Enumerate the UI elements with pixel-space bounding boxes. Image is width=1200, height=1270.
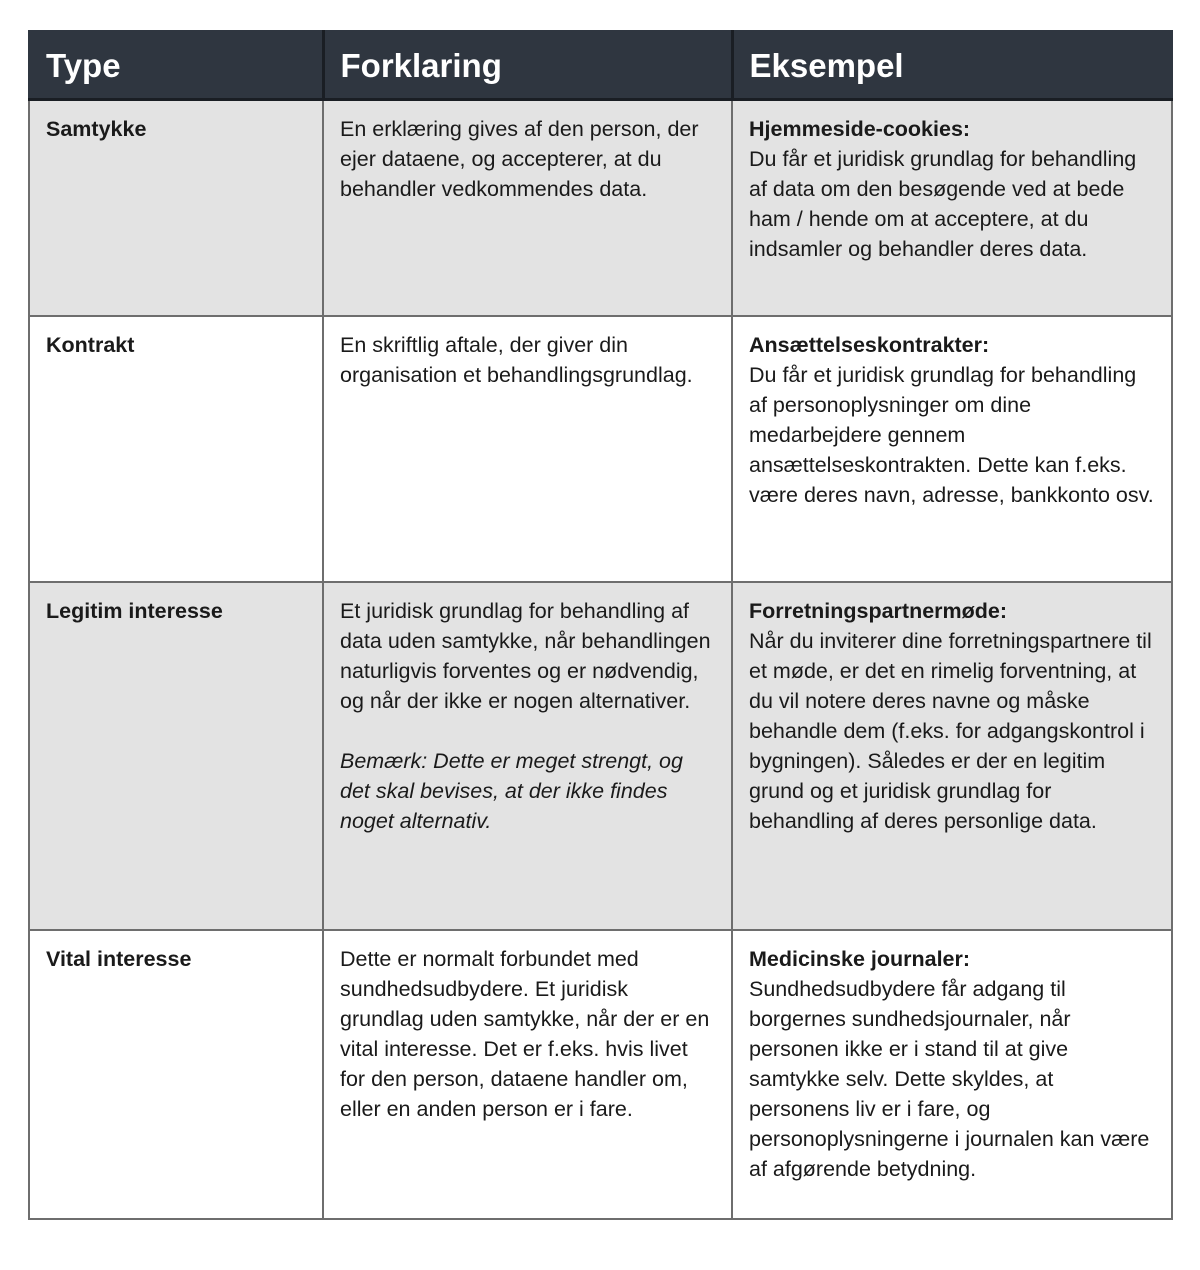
example-text: Du får et juridisk grundlag for behandling af data om den besøgende ved at bede ham / hende om at acceptere, at du indsamler og behandler deres data. bbox=[749, 147, 1137, 261]
explanation-text: Dette er normalt forbundet med sundhedsudbydere. Et juridisk grundlag uden samtykke, når der er en vital interesse. Det er f.eks. hvis livet for den person, dataene handler om, eller en anden person er i fare. bbox=[340, 946, 710, 1121]
explanation-text: En skriftlig aftale, der giver din organisation et behandlingsgrundlag. bbox=[340, 332, 693, 387]
table-row-kontrakt bbox=[29, 316, 1172, 582]
table-header-row bbox=[29, 31, 1172, 100]
example-title: Ansættelseskontrakter: bbox=[749, 332, 990, 357]
header-example: Eksempel bbox=[732, 31, 1172, 100]
type-cell: Legitim interesse bbox=[29, 582, 323, 930]
explanation-text: En erklæring gives af den person, der ejer dataene, og accepterer, at du behandler vedkommendes data. bbox=[340, 117, 699, 201]
explanation-note: Bemærk: Dette er meget strengt, og det skal bevises, at der ikke findes noget alternativ. bbox=[340, 748, 683, 833]
explanation-cell bbox=[323, 316, 732, 582]
legal-basis-table bbox=[28, 30, 1173, 1220]
type-cell: Samtykke bbox=[29, 100, 323, 316]
table-row-vital-interesse bbox=[29, 930, 1172, 1219]
explanation-cell bbox=[323, 582, 732, 930]
example-cell bbox=[732, 100, 1172, 316]
table-row-samtykke bbox=[29, 100, 1172, 316]
type-cell: Kontrakt bbox=[29, 316, 323, 582]
example-cell bbox=[732, 582, 1172, 930]
example-text: Sundhedsudbydere får adgang til borgernes sundhedsjournaler, når personen ikke er i stand til at give samtykke selv. Dette skyldes, at personens liv er i fare, og personoplysningerne i journalen kan være af afgørende betydning. bbox=[749, 976, 1150, 1181]
header-explanation: Forklaring bbox=[323, 31, 732, 100]
explanation-cell bbox=[323, 100, 732, 316]
example-title: Medicinske journaler: bbox=[749, 946, 971, 971]
table-row-legitim-interesse bbox=[29, 582, 1172, 930]
example-cell bbox=[732, 316, 1172, 582]
example-title: Forretningspartnermøde: bbox=[749, 598, 1008, 623]
example-cell bbox=[732, 930, 1172, 1219]
example-text: Når du inviterer dine forretningspartnere til et møde, er det en rimelig forventning, at du vil notere deres navne og måske behandle dem (f.eks. for adgangskontrol i bygningen). Således er der en legitim grund og et juridisk grundlag for behandling af deres personlige data. bbox=[749, 628, 1152, 833]
example-title: Hjemmeside-cookies: bbox=[749, 117, 971, 141]
explanation-text: Et juridisk grundlag for behandling af data uden samtykke, når behandlingen naturligvis forventes og er nødvendig, og når der ikke er nogen alternativer. bbox=[340, 598, 711, 713]
type-cell: Vital interesse bbox=[29, 930, 323, 1219]
explanation-cell bbox=[323, 930, 732, 1219]
header-type: Type bbox=[29, 31, 323, 100]
example-text: Du får et juridisk grundlag for behandling af personoplysninger om dine medarbejdere gennem ansættelseskontrakten. Dette kan f.eks. være deres navn, adresse, bankkonto osv. bbox=[749, 362, 1154, 507]
